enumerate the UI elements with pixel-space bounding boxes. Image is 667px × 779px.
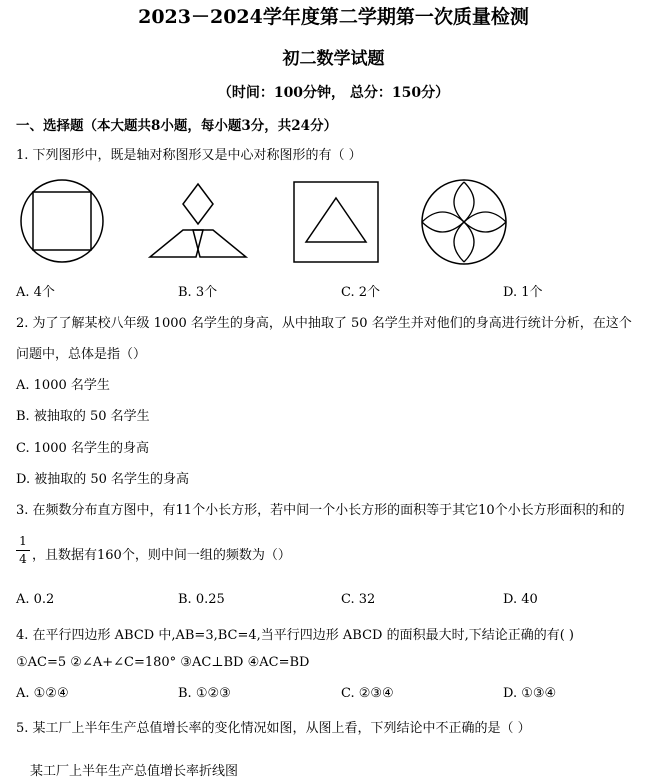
q2-option-d[interactable]: D. 被抽取的 50 名学生的身高 — [16, 472, 190, 487]
q1-figure-a — [14, 178, 110, 264]
q1-option-b[interactable]: B. 3个 — [178, 285, 218, 300]
section-heading: 一、选择题（本大题共8小题，每小题3分，共24分） — [16, 118, 338, 134]
q1-figure-d — [418, 178, 510, 266]
q4-option-d[interactable]: D. ①③④ — [503, 686, 557, 701]
q3-option-a[interactable]: A. 0.2 — [16, 592, 55, 607]
q2-option-c[interactable]: C. 1000 名学生的身高 — [16, 441, 149, 456]
q3-option-d[interactable]: D. 40 — [503, 592, 538, 607]
q3-fraction — [16, 534, 30, 567]
q2-option-b[interactable]: B. 被抽取的 50 名学生 — [16, 409, 150, 424]
q4-option-b[interactable]: B. ①②③ — [178, 686, 231, 701]
q4-option-a[interactable]: A. ①②④ — [16, 686, 69, 701]
q5-stem: 5. 某工厂上半年生产总值增长率的变化情况如图，从图上看，下列结论中不正确的是（ ） — [16, 721, 531, 736]
exam-title: 2023－2024学年度第二学期第一次质量检测 — [138, 6, 529, 28]
q3-stem-line2: ，且数据有160个，则中间一组的频数为（） — [32, 548, 291, 563]
q4-conditions: ①AC=5 ②∠A+∠C=180° ③AC⊥BD ④AC=BD — [16, 655, 310, 670]
exam-info: （时间：100分钟， 总分：150分） — [217, 85, 450, 101]
q1-option-d[interactable]: D. 1个 — [503, 285, 543, 300]
exam-subtitle: 初二数学试题 — [282, 49, 385, 69]
q4-stem: 4. 在平行四边形 ABCD 中,AB=3,BC=4,当平行四边形 ABCD 的面积最大时,下结论正确的有( ) — [16, 628, 574, 643]
q2-option-a[interactable]: A. 1000 名学生 — [16, 378, 110, 393]
q1-stem: 1. 下列图形中，既是轴对称图形又是中心对称图形的有（ ） — [16, 148, 362, 163]
q2-stem-line1: 2. 为了了解某校八年级 1000 名学生的身高，从中抽取了 50 名学生并对他们的身高进行统计分析，在这个 — [16, 316, 632, 331]
q1-option-c[interactable]: C. 2个 — [341, 285, 381, 300]
q1-figure-b — [148, 182, 248, 262]
fraction-denominator: 4 — [19, 552, 27, 566]
q4-option-c[interactable]: C. ②③④ — [341, 686, 394, 701]
q1-option-a[interactable]: A. 4个 — [16, 285, 55, 300]
q5-chart-title: 某工厂上半年生产总值增长率折线图 — [30, 764, 239, 779]
q3-option-b[interactable]: B. 0.25 — [178, 592, 225, 607]
q3-stem-line1: 3. 在频数分布直方图中，有11个小长方形，若中间一个小长方形的面积等于其它10个小长方形面积的和的 — [16, 503, 625, 518]
q2-stem-line2: 问题中，总体是指（） — [16, 347, 147, 362]
q3-option-c[interactable]: C. 32 — [341, 592, 376, 607]
fraction-numerator: 1 — [19, 534, 27, 548]
q1-figure-c — [292, 180, 382, 264]
